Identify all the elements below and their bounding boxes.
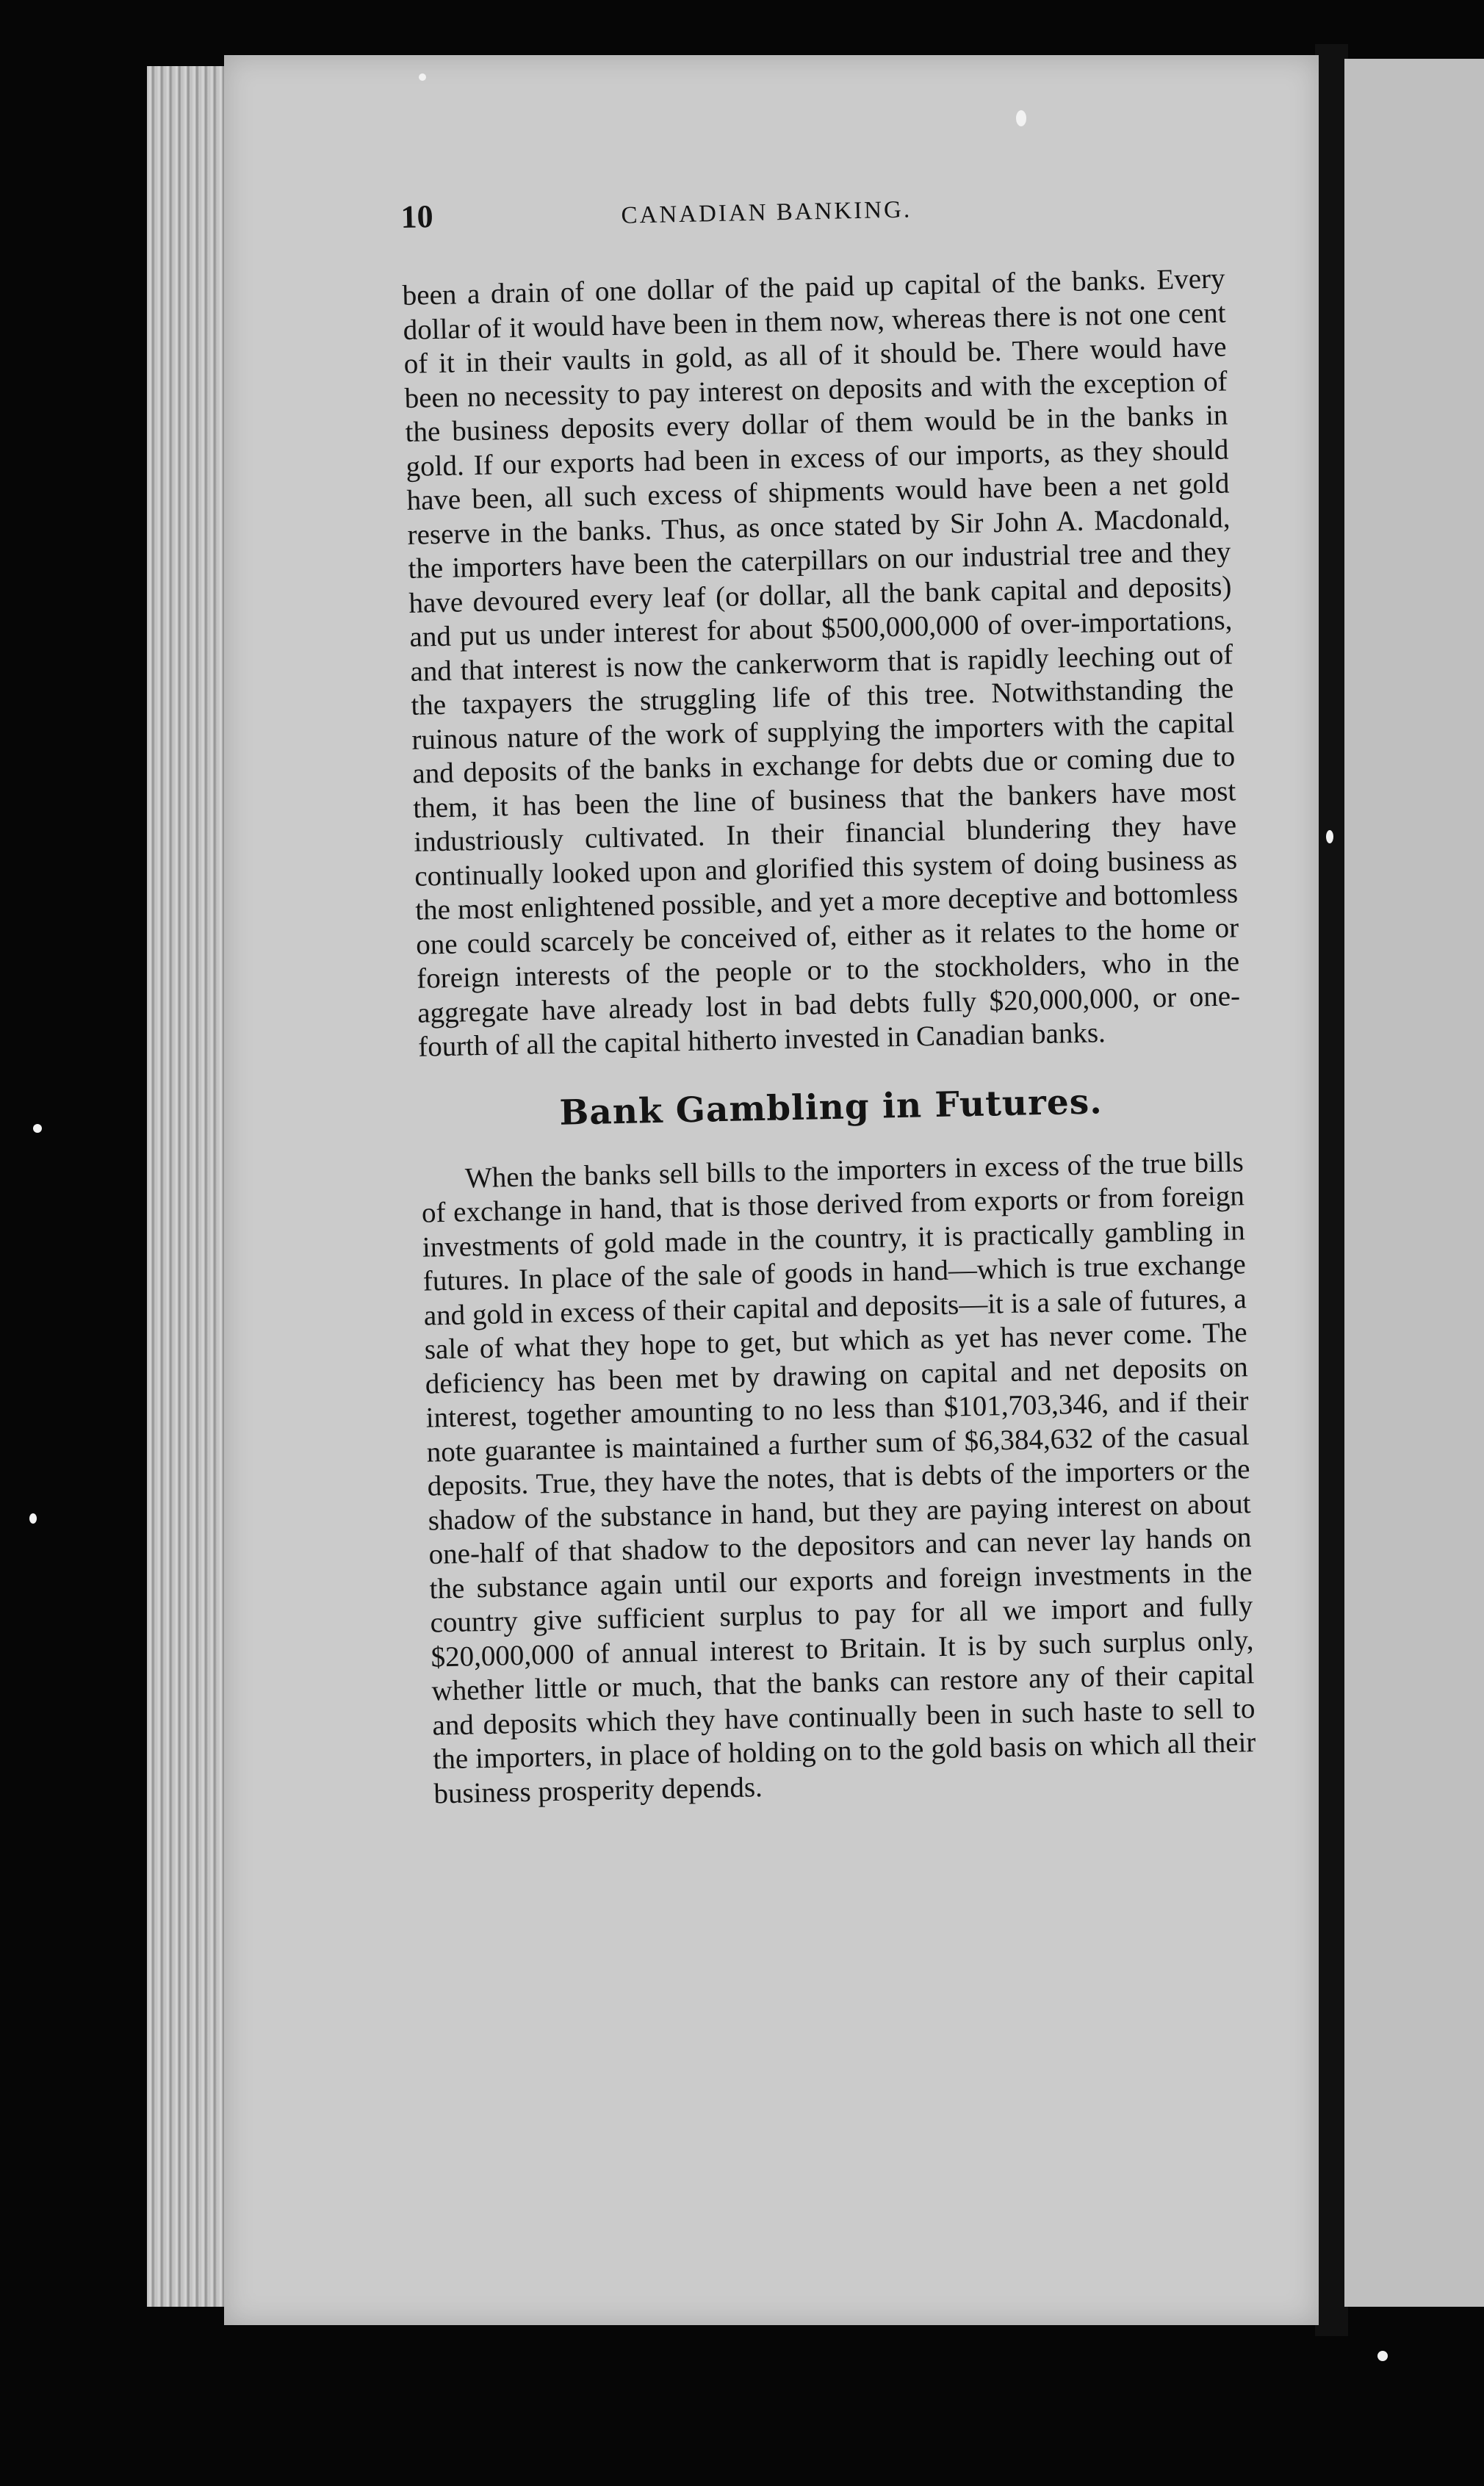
dust-speck [33, 1124, 42, 1133]
facing-page-edge [1344, 59, 1484, 2307]
page-number: 10 [400, 198, 434, 235]
paragraph-2: When the banks sell bills to the importers in excess of the true bills of exchange in hand, that is those derived from exports or from foreign investments of gold made in the country, it is practically gambling in futures. In place of the sale of goods in hand—which is true exchange and gold in excess of their capital and deposits—it is a sale of futures, a sale of what they hope to get, but which as yet has never come. The deficiency has been met by drawing on capital and net deposits on interest, together amounting to no less than $101,703,346, and if their note guarantee is maintained a further sum of $6,384,632 of the casual deposits. True, they have the notes, that is debts of the importers or the shadow of the substance in hand, but they are paying interest on about one-half of that shadow to the depositors and can never lay hands on the substance again until our exports and foreign investments in the country give sufficient surplus to pay for all we import and fully $20,000,000 of annual interest to Britain. It is by such surplus only, whether little or much, that the banks can restore any of their capital and deposits which they have continually been in such haste to sell to the importers, in place of holding on to the gold basis on which all their business prosperity depends. [421, 1145, 1256, 1810]
dust-speck [1326, 830, 1333, 843]
section-heading: Bank Gambling in Futures. [559, 1081, 1103, 1134]
page-text [400, 181, 1257, 1812]
dust-speck [1377, 2351, 1388, 2361]
dust-speck [1016, 110, 1026, 126]
running-head: CANADIAN BANKING. [621, 196, 912, 229]
dust-speck [419, 73, 426, 81]
dust-speck [29, 1513, 37, 1524]
book-gutter [1315, 44, 1348, 2336]
paragraph-1: been a drain of one dollar of the paid up capital of the banks. Every dollar of it would have been in them now, whereas there is not one cent of it in their vaults in gold, as all of it should be. There would have been no necessity to pay interest on deposits and with the exception of the business deposits every dollar of them would be in the banks in gold. If our exports had been in excess of our imports, as they should have been, all such excess of shipments would have been a net gold reserve in the banks. Thus, as once stated by Sir John A. Macdonald, the importers have been the caterpillars on our industrial tree and they have devoured every leaf (or dollar, all the bank capital and deposits) and put us under interest for about $500,000,000 of over-importations, and that interest is now the cankerworm that is rapidly leeching out of the taxpayers the struggling life of this tree. Notwithstanding the ruinous nature of the work of supplying the importers with the capital and deposits of the banks in exchange for debts due or coming due to them, it has been the line of business that the bankers have most industriously cultivated. In their financial blundering they have continually looked upon and glorified this system of doing business as the most enlightened possible, and yet a more deceptive and bottomless one could scarcely be conceived of, either as it relates to the home or foreign interests of the people or to the stockholders, who in the aggregate have already lost in bad debts fully $20,000,000, or one-fourth of all the capital hitherto invested in Canadian banks. [402, 262, 1241, 1063]
